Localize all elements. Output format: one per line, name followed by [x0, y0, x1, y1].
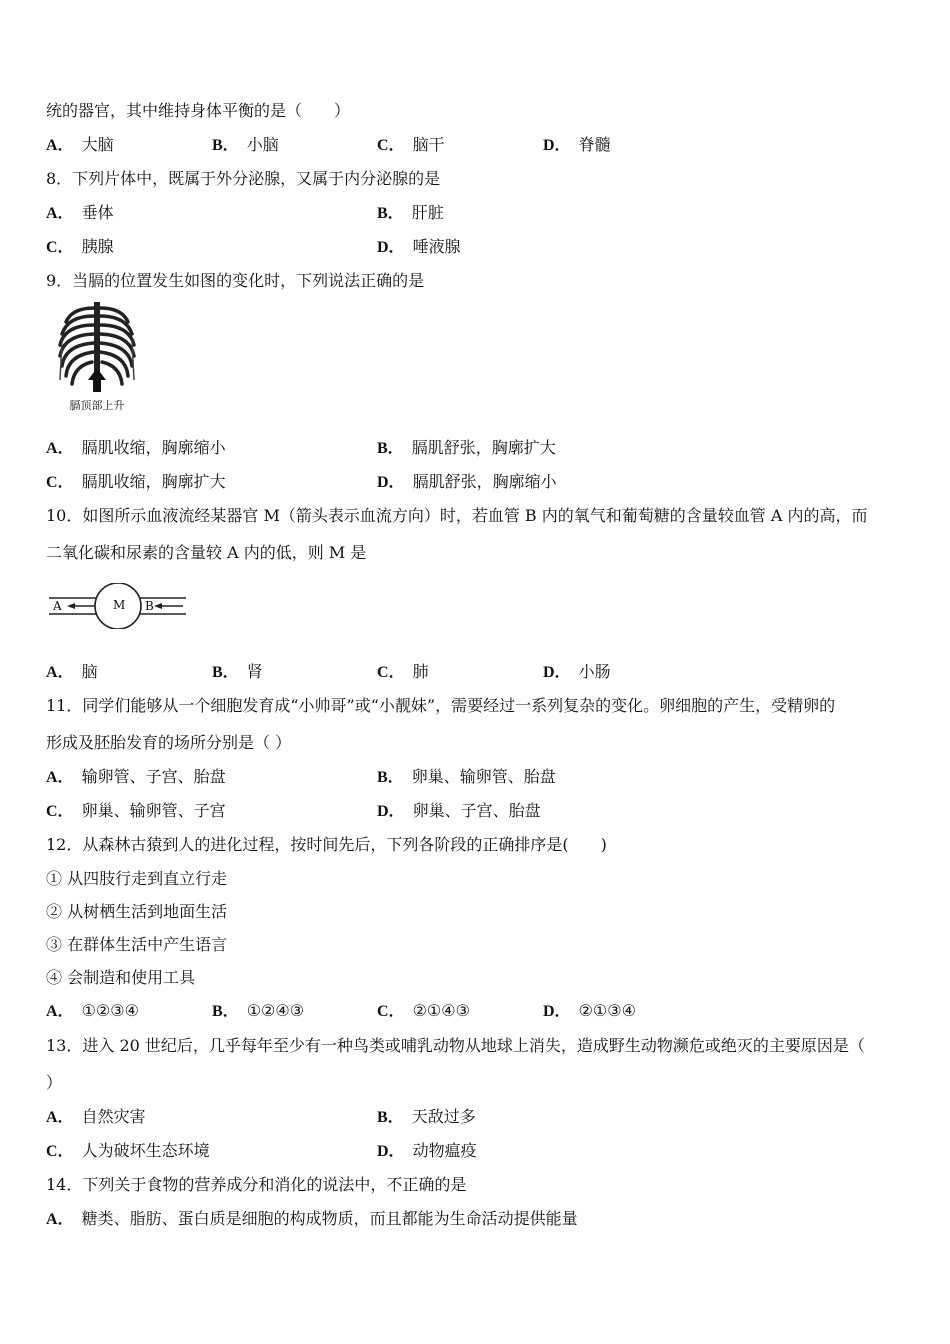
q10-stem-line1: 10．如图所示血液流经某器官 M（箭头表示血流方向）时，若血管 B 内的氧气和葡萄糖的含量较血管 A 内的高，而 [46, 506, 868, 525]
ribcage-caption: 膈顶部上升 [69, 399, 125, 412]
q9-option-b[interactable]: B． 膈肌舒张，胸廓扩大 [377, 438, 556, 457]
q11-stem-line1: 11．同学们能够从一个细胞发育成“小帅哥”或“小靓妹”，需要经过一系列复杂的变化。卵细胞的产生，受精卵的 [46, 696, 836, 715]
ribcage-illustration [52, 300, 142, 415]
q12-item-3: ③ 在群体生活中产生语言 [46, 935, 228, 954]
q10-option-d[interactable]: D． 小肠 [543, 662, 611, 681]
q9-option-d[interactable]: D． 膈肌舒张，胸廓缩小 [377, 472, 557, 491]
q14-stem: 14．下列关于食物的营养成分和消化的说法中，不正确的是 [46, 1175, 467, 1194]
q7-option-d[interactable]: D． 脊髓 [543, 135, 611, 154]
vessel-a-label: A [53, 599, 62, 613]
q13-option-d[interactable]: D． 动物瘟疫 [377, 1141, 477, 1160]
q8-option-d[interactable]: D． 唾液腺 [377, 237, 461, 256]
q13-option-c[interactable]: C． 人为破坏生态环境 [46, 1141, 210, 1160]
arrow-left-icon [154, 603, 162, 609]
q13-stem-line2: ） [46, 1073, 63, 1092]
q13-stem-line1: 13．进入 20 世纪后，几乎每年至少有一种鸟类或哺乳动物从地球上消失，造成野生动物濒危或绝灭的主要原因是（ [46, 1036, 865, 1055]
q13-option-b[interactable]: B． 天敌过多 [377, 1107, 476, 1126]
q11-option-b[interactable]: B． 卵巢、输卵管、胎盘 [377, 767, 556, 786]
arrow-up-icon [88, 368, 106, 392]
q10-option-b[interactable]: B． 肾 [212, 662, 263, 681]
q14-option-a[interactable]: A． 糖类、脂肪、蛋白质是细胞的构成物质，而且都能为生命活动提供能量 [46, 1209, 578, 1228]
q9-option-a[interactable]: A． 膈肌收缩，胸廓缩小 [46, 438, 226, 457]
q11-stem-line2: 形成及胚胎发育的场所分别是（ ） [46, 733, 292, 752]
q12-option-b[interactable]: B． ①②④③ [212, 1001, 305, 1020]
q10-stem-line2: 二氧化碳和尿素的含量较 A 内的低，则 M 是 [46, 543, 367, 562]
q11-option-d[interactable]: D． 卵巢、子宫、胎盘 [377, 801, 541, 820]
q13-option-a[interactable]: A． 自然灾害 [46, 1107, 146, 1126]
q10-option-c[interactable]: C． 肺 [377, 662, 429, 681]
q12-option-a[interactable]: A． ①②③④ [46, 1001, 139, 1020]
q12-item-1: ① 从四肢行走到直立行走 [46, 869, 228, 888]
vessel-b-label: B [145, 599, 154, 613]
q7-stem-tail: 统的器官，其中维持身体平衡的是（ ） [46, 101, 351, 120]
q10-option-a[interactable]: A． 脑 [46, 662, 98, 681]
q7-option-c[interactable]: C． 脑干 [377, 135, 445, 154]
q9-option-c[interactable]: C． 膈肌收缩，胸廓扩大 [46, 472, 226, 491]
organ-m-label: M [113, 598, 126, 612]
q8-stem: 8．下列片体中，既属于外分泌腺，又属于内分泌腺的是 [46, 169, 441, 188]
arrow-left-icon [67, 603, 75, 609]
q8-option-a[interactable]: A． 垂体 [46, 203, 114, 222]
blood-flow-diagram [47, 583, 189, 629]
q12-stem: 12．从森林古猿到人的进化过程，按时间先后，下列各阶段的正确排序是( ) [46, 835, 607, 854]
q12-item-4: ④ 会制造和使用工具 [46, 968, 196, 987]
q12-option-c[interactable]: C． ②①④③ [377, 1001, 470, 1020]
q7-option-a[interactable]: A． 大脑 [46, 135, 114, 154]
q9-stem: 9．当膈的位置发生如图的变化时，下列说法正确的是 [46, 271, 425, 290]
ribcage-diagram [52, 300, 142, 415]
q8-option-c[interactable]: C． 胰腺 [46, 237, 114, 256]
q7-option-b[interactable]: B． 小脑 [212, 135, 279, 154]
q11-option-c[interactable]: C． 卵巢、输卵管、子宫 [46, 801, 226, 820]
q12-option-d[interactable]: D． ②①③④ [543, 1001, 636, 1020]
q11-option-a[interactable]: A． 输卵管、子宫、胎盘 [46, 767, 226, 786]
q8-option-b[interactable]: B． 肝脏 [377, 203, 444, 222]
q12-item-2: ② 从树栖生活到地面生活 [46, 902, 228, 921]
